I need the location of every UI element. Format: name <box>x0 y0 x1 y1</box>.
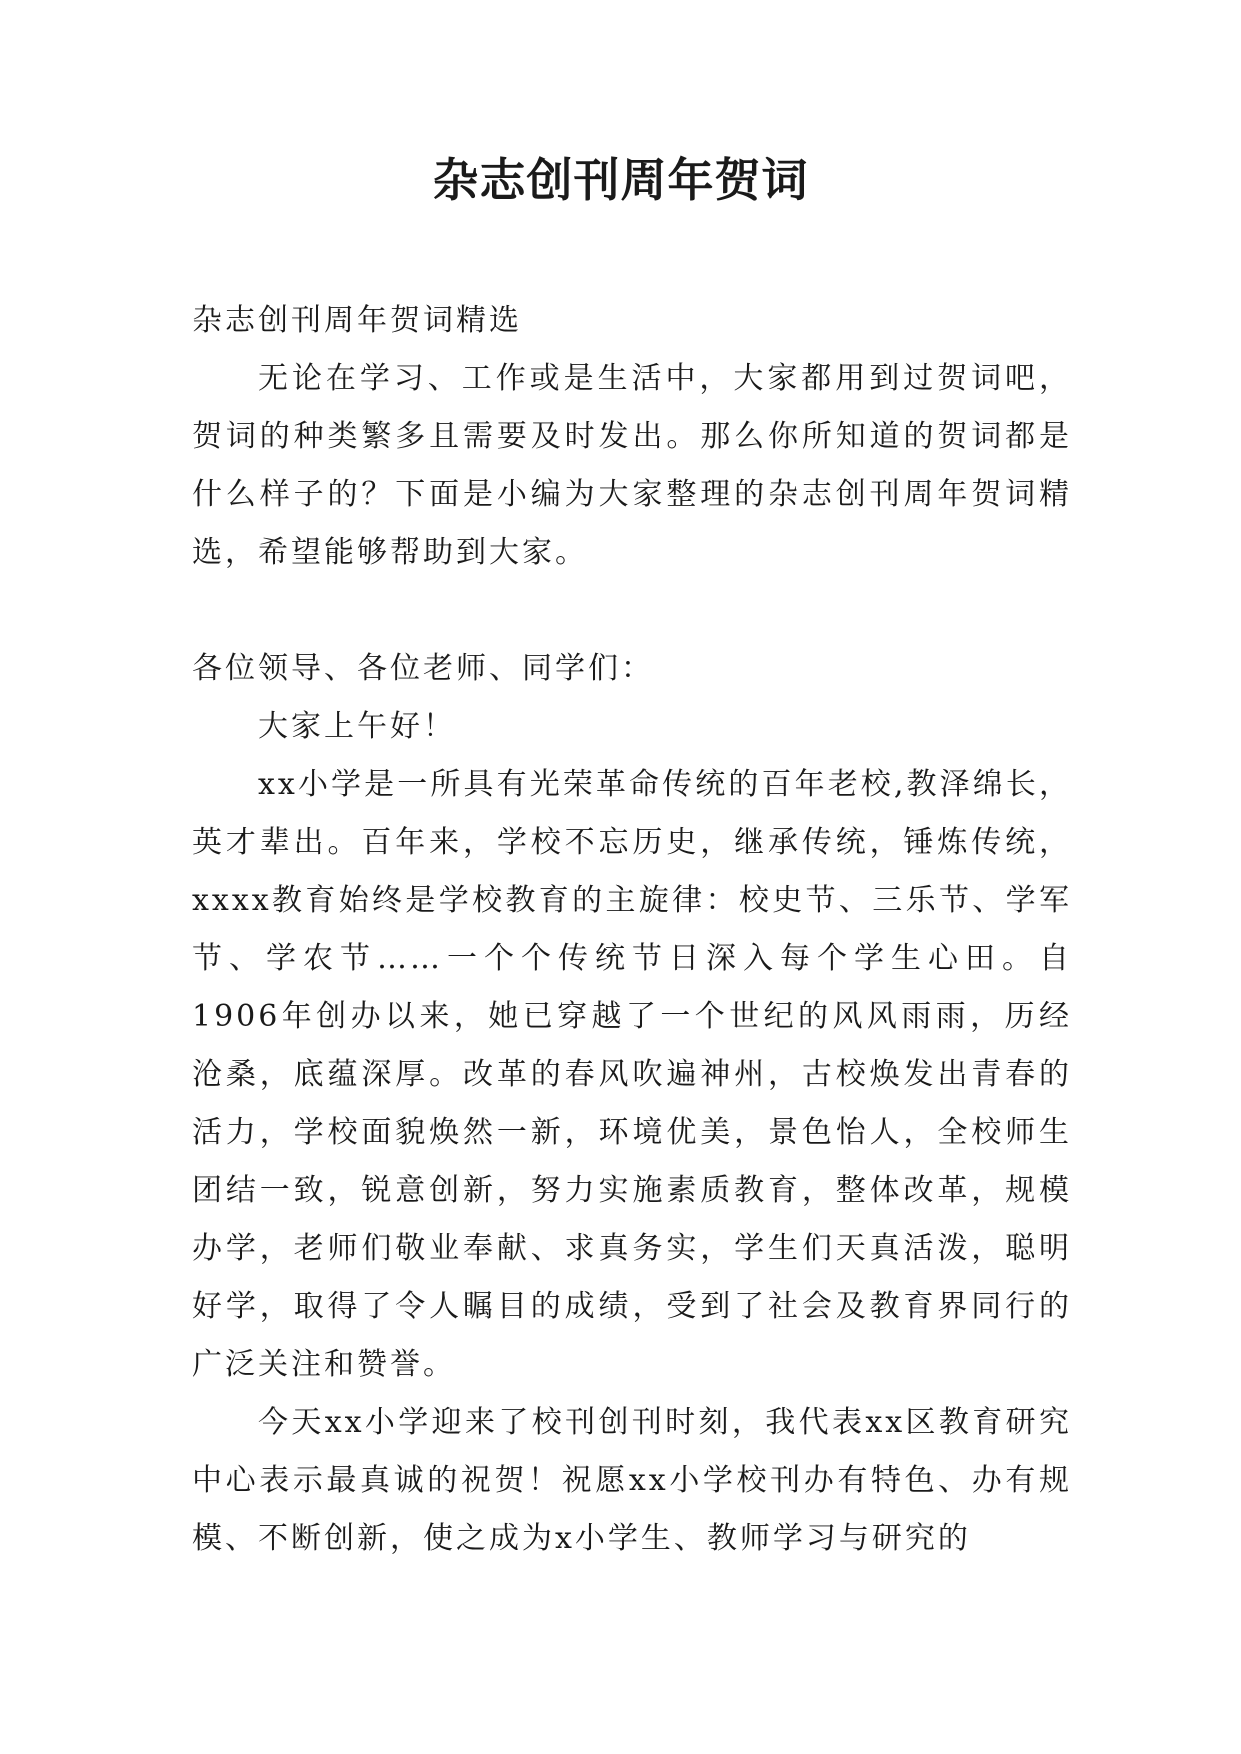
intro-paragraph: 无论在学习、工作或是生活中，大家都用到过贺词吧，贺词的种类繁多且需要及时发出。那么你所知道的贺词都是什么样子的？下面是小编为大家整理的杂志创刊周年贺词精选，希望能够帮助到大家。 <box>192 361 1072 570</box>
document-title: 杂志创刊周年贺词 <box>432 153 809 207</box>
salutation-line: 各位领导、各位老师、同学们： <box>192 651 654 686</box>
document-body <box>192 292 1072 1568</box>
paragraph-spacer <box>192 582 1072 640</box>
greeting-line: 大家上午好！ <box>258 709 456 744</box>
body-paragraph-2: 今天xx小学迎来了校刊创刊时刻，我代表xx区教育研究中心表示最真诚的祝贺！祝愿xx小学校刊办有特色、办有规模、不断创新，使之成为x小学生、教师学习与研究的 <box>192 1405 1072 1556</box>
document-subtitle: 杂志创刊周年贺词精选 <box>192 303 522 338</box>
body-paragraph-1: xx小学是一所具有光荣革命传统的百年老校,教泽绵长，英才辈出。百年来，学校不忘历史，继承传统，锤炼传统，xxxx教育始终是学校教育的主旋律：校史节、三乐节、学军节、学农节……一个个传统节日深入每个学生心田。自1906年创办以来，她已穿越了一个世纪的风风雨雨，历经沧桑，底蕴深厚。改革的春风吹遍神州，古校焕发出青春的活力，学校面貌焕然一新，环境优美，景色怡人，全校师生团结一致，锐意创新，努力实施素质教育，整体改革，规模办学，老师们敬业奉献、求真务实，学生们天真活泼，聪明好学，取得了令人瞩目的成绩，受到了社会及教育界同行的广泛关注和赞誉。 <box>192 767 1072 1382</box>
